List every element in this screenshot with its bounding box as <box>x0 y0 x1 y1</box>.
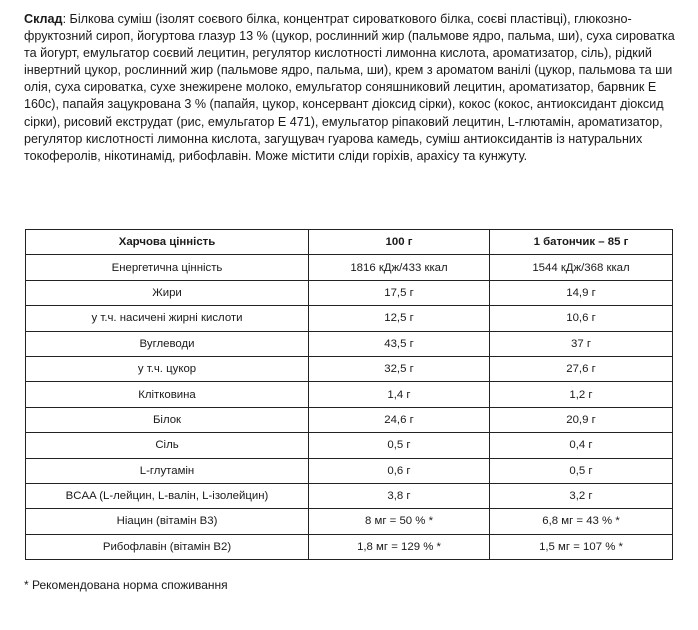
nutrient-name: у т.ч. цукор <box>26 356 309 381</box>
nutrient-name: Ніацин (вітамін В3) <box>26 509 309 534</box>
value-per-bar: 37 г <box>490 331 673 356</box>
value-per-100g: 3,8 г <box>309 483 490 508</box>
value-per-100g: 43,5 г <box>309 331 490 356</box>
table-row <box>26 509 673 534</box>
value-per-100g: 1816 кДж/433 ккал <box>309 255 490 280</box>
value-per-100g: 17,5 г <box>309 280 490 305</box>
nutrition-table <box>25 229 673 560</box>
table-row <box>26 306 673 331</box>
value-per-100g: 0,6 г <box>309 458 490 483</box>
footnote: * Рекомендована норма споживання <box>24 578 228 592</box>
ingredients-label: Склад <box>24 12 63 26</box>
nutrient-name: L-глутамін <box>26 458 309 483</box>
table-row <box>26 255 673 280</box>
value-per-100g: 24,6 г <box>309 407 490 432</box>
table-row <box>26 458 673 483</box>
table-row <box>26 534 673 559</box>
header-nutrient: Харчова цінність <box>26 230 309 255</box>
table-row <box>26 433 673 458</box>
value-per-bar: 0,5 г <box>490 458 673 483</box>
value-per-100g: 12,5 г <box>309 306 490 331</box>
nutrient-name: Клітковина <box>26 382 309 407</box>
nutrient-name: Вуглеводи <box>26 331 309 356</box>
table-row <box>26 356 673 381</box>
value-per-100g: 32,5 г <box>309 356 490 381</box>
value-per-bar: 14,9 г <box>490 280 673 305</box>
nutrient-name: Рибофлавін (вітамін В2) <box>26 534 309 559</box>
value-per-100g: 1,4 г <box>309 382 490 407</box>
table-row <box>26 331 673 356</box>
table-row <box>26 382 673 407</box>
nutrient-name: BCAA (L-лейцин, L-валін, L-ізолейцин) <box>26 483 309 508</box>
value-per-bar: 6,8 мг = 43 % * <box>490 509 673 534</box>
value-per-bar: 1,5 мг = 107 % * <box>490 534 673 559</box>
value-per-bar: 1544 кДж/368 ккал <box>490 255 673 280</box>
header-per-100g: 100 г <box>309 230 490 255</box>
value-per-bar: 20,9 г <box>490 407 673 432</box>
value-per-bar: 0,4 г <box>490 433 673 458</box>
value-per-bar: 3,2 г <box>490 483 673 508</box>
nutrient-name: Сіль <box>26 433 309 458</box>
value-per-bar: 27,6 г <box>490 356 673 381</box>
value-per-100g: 8 мг = 50 % * <box>309 509 490 534</box>
ingredients-paragraph <box>24 11 676 165</box>
table-header-row <box>26 230 673 255</box>
value-per-100g: 0,5 г <box>309 433 490 458</box>
value-per-100g: 1,8 мг = 129 % * <box>309 534 490 559</box>
nutrient-name: Білок <box>26 407 309 432</box>
nutrient-name: у т.ч. насичені жирні кислоти <box>26 306 309 331</box>
ingredients-text: : Білкова суміш (ізолят соєвого білка, концентрат сироваткового білка, соєві пластівці), глюкозно-фруктозний сироп, йогуртова глазур 13 % (цукор, рослинний жир (пальмове ядро, пальма, ши), суха сироватка та йогурт, емульгатор соєвий лецитин, регулятор кислотності лимонна кислота, ароматизатор, сіль), рідкий інвертний цукор, рослинний жир (пальмове ядро, пальма, ши), крем з ароматом ванілі (цукор, пальмова та ши олія, суха сироватка, сухе знежирене молоко, емульгатор соняшниковий лецитин, ароматизатор, барвник Е 160с), папайя зацукрована 3 % (папайя, цукор, консервант діоксид сірки), кокос (кокос, антиоксидант діоксид сірки), рисовий екструдат (рис, емульгатор Е 471), емульгатор ріпаковий лецитин, L-глютамін, ароматизатор, регулятор кислотності лимонна кислота, загущувач гуарова камедь, суміш антиоксидантів із натуральних токоферолів, нікотинамід, рибофлавін. Може містити сліди горіхів, арахісу та кунжуту. <box>24 12 675 163</box>
table-row <box>26 483 673 508</box>
value-per-bar: 10,6 г <box>490 306 673 331</box>
nutrient-name: Енергетична цінність <box>26 255 309 280</box>
header-per-bar: 1 батончик – 85 г <box>490 230 673 255</box>
table-row <box>26 407 673 432</box>
table-row <box>26 280 673 305</box>
nutrient-name: Жири <box>26 280 309 305</box>
value-per-bar: 1,2 г <box>490 382 673 407</box>
